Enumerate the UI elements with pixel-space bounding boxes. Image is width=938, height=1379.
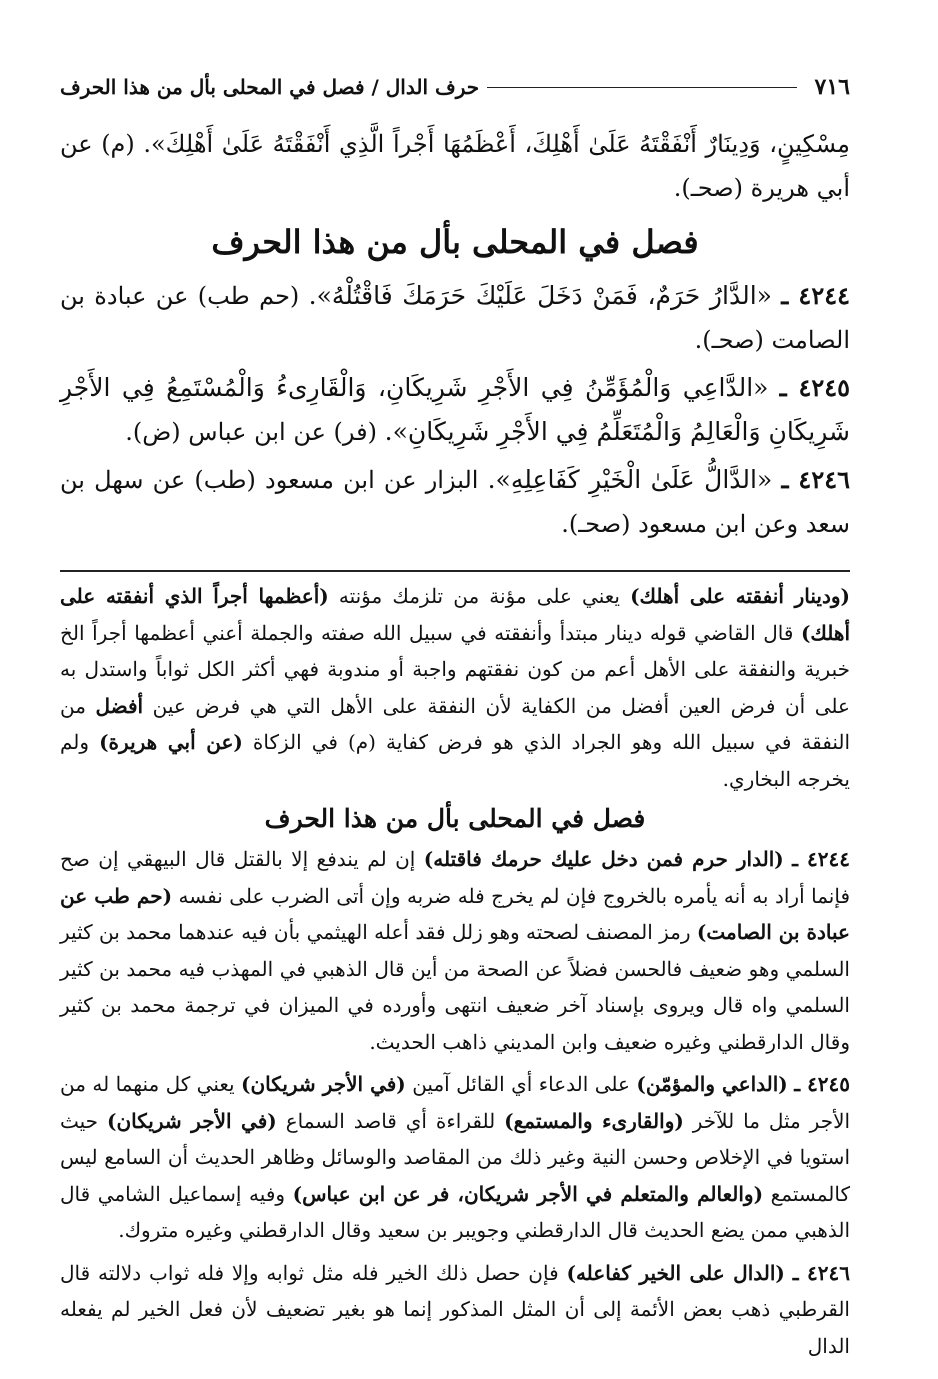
commentary-text: يعني على مؤنة من تلزمك مؤنته [338, 584, 620, 608]
lemma: (الداعي والمؤمّن) [636, 1072, 788, 1096]
commentary-4246 [60, 1255, 850, 1365]
book-page [60, 50, 850, 1370]
lemma: (حم طب عن عبادة بن الصامت) [60, 883, 850, 944]
hadith-source: البزار عن ابن مسعود (طب) عن سهل بن سعد وعن ابن مسعود (صحـ). [60, 466, 850, 538]
commentary-text: رمز المصنف لصحته وهو زلل فقد أعله الهيثمي بأن فيه عندهما محمد بن كثير السلمي وهو ضعيف فالحسن فضلاً عن الصحة من أين قال الذهبي في المهذب فيه محمد بن كثير السلمي واه قال ويروى بإسناد آخر ضعيف انتهى وأورده في الميزان في ترجمة محمد بن كثير وقال الدارقطني وغيره ضعيف وابن المديني ذاهب الحديث. [60, 920, 850, 1054]
commentary-text: للقراءة أي قاصد السماع [285, 1108, 496, 1133]
page-number: ٧١٦ [814, 74, 850, 100]
hadith-text: «الدَّارُ حَرَمٌ، فَمَنْ دَخَلَ عَلَيْكَ حَرَمَكَ فَاقْتُلْهُ». [308, 281, 772, 310]
lemma: (أعظمها أجراً الذي أنفقته على أهلك) [60, 584, 851, 645]
hadith-number: ٤٢٤٥ ـ [779, 373, 850, 402]
lemma: (الدال على الخير كفاعله) [566, 1260, 785, 1285]
commentary-text: وفيه إسماعيل الشامي قال الذهبي ممن يضع الحديث قال الدارقطني وجويبر بن سعيد وقال الدارقطني وغيره متروك. [60, 1181, 850, 1242]
hadith-4246 [60, 458, 850, 546]
section-title: فصل في المحلى بأل من هذا الحرف [211, 223, 699, 261]
commentary-section-title: فصل في المحلى بأل من هذا الحرف [264, 804, 646, 833]
hadith-text: «الدَّالُّ عَلَىٰ الْخَيْرِ كَفَاعِلِهِ». [487, 465, 773, 494]
commentary-4244 [60, 841, 850, 1060]
page-header [60, 70, 850, 104]
hadith-4244 [60, 274, 850, 362]
entry-number: ٤٢٤٥ ـ [794, 1072, 851, 1096]
entry-number: ٤٢٤٦ ـ [792, 1260, 850, 1285]
commentary-text: يعني كل منهما له من الأجر مثل ما للآخر [60, 1072, 851, 1133]
commentary-text: على الدعاء أي القائل آمين [412, 1072, 630, 1096]
commentary-text: ولم يخرجه البخاري. [60, 730, 850, 791]
lemma: (والعالم والمتعلم في الأجر شريكان، فر عن ابن عباس) [292, 1181, 764, 1206]
entry-number: ٤٢٤٤ ـ [792, 847, 851, 871]
commentary-text: من النفقة في سبيل الله وهو الجراد الذي هو فرض كفاية (م) في الزكاة [60, 693, 851, 754]
commentary-text: فإن حصل ذلك الخير فله مثل ثوابه وإلا فله ثواب دلالته قال القرطبي ذهب بعض الأئمة إلى أن المثل المذكور إنما هو بغير تضعيف لأن فعل الخير لم يفعله الدال [60, 1260, 850, 1358]
running-title: حرف الدال / فصل في المحلى بأل من هذا الحرف [60, 75, 480, 99]
lemma: (في الأجر شريكان) [241, 1072, 406, 1096]
lemma: أفضل [95, 693, 144, 718]
commentary-text: قال القاضي قوله دينار مبتدأ وأنفقته في سبيل الله صفته والجملة أعني أعظمها أجراً الخ خبرية والنفقة على الأهل أعم من كون نفقتهم واجبة أو مندوبة فهي أكثر الكل ثواباً واستدل به على أن فرض العين أفضل من الكفاية لأن النفقة على الأهل التي هي فرض عين [60, 620, 850, 718]
lemma: (في الأجر شريكان) [106, 1108, 277, 1133]
main-text [60, 122, 850, 546]
lemma: (الدار حرم فمن دخل عليك حرمك فاقتله) [423, 847, 784, 871]
hadith-source: (حم طب) عن عبادة بن الصامت (صحـ). [60, 282, 850, 354]
footnote-separator [60, 570, 850, 572]
lemma: (والقارىء والمستمع) [504, 1108, 684, 1133]
hadith-4245 [60, 366, 850, 454]
lemma: (عن أبي هريرة) [99, 730, 243, 754]
commentary-intro [60, 578, 850, 797]
commentary [60, 578, 850, 1364]
hadith-number: ٤٢٤٤ ـ [781, 281, 850, 310]
hadith-source: (فر) عن ابن عباس (ض). [125, 418, 377, 446]
hadith-text: «الدَّاعِي وَالْمُؤَمِّنُ فِي الأَجْرِ شَرِيكَانِ، وَالْقَارِىءُ وَالْمُسْتَمِعُ فِي الأَجْرِ شَرِيكَانِ وَالْعَالِمُ وَالْمُتَعَلِّمُ فِي الأَجْرِ شَرِيكَانِ». [60, 373, 850, 446]
continuation-paragraph: مِسْكِينٍ، وَدِينَارٌ أَنْفَقْتَهُ عَلَىٰ أَهْلِكَ، أَعْظَمُهَا أَجْراً الَّذِي أَنْفَقْتَهُ عَلَىٰ أَهْلِكَ». (م) عن أبي هريرة (صحـ). [60, 130, 850, 202]
header-rule [487, 87, 796, 88]
hadith-number: ٤٢٤٦ ـ [781, 465, 850, 494]
commentary-text: إن لم يندفع إلا بالقتل قال البيهقي إن صح فإنما أراد به أنه يأمره بالخروج فإن لم يخرج فله ضربه وإن أتى الضرب على نفسه [60, 847, 850, 908]
commentary-text: حيث استويا في الإخلاص وحسن النية وغير ذلك من المقاصد والوسائل وظاهر الحديث أن السامع ليس كالمستمع [60, 1108, 850, 1206]
lemma: (ودينار أنفقته على أهلك) [630, 584, 850, 608]
commentary-4245 [60, 1066, 850, 1249]
